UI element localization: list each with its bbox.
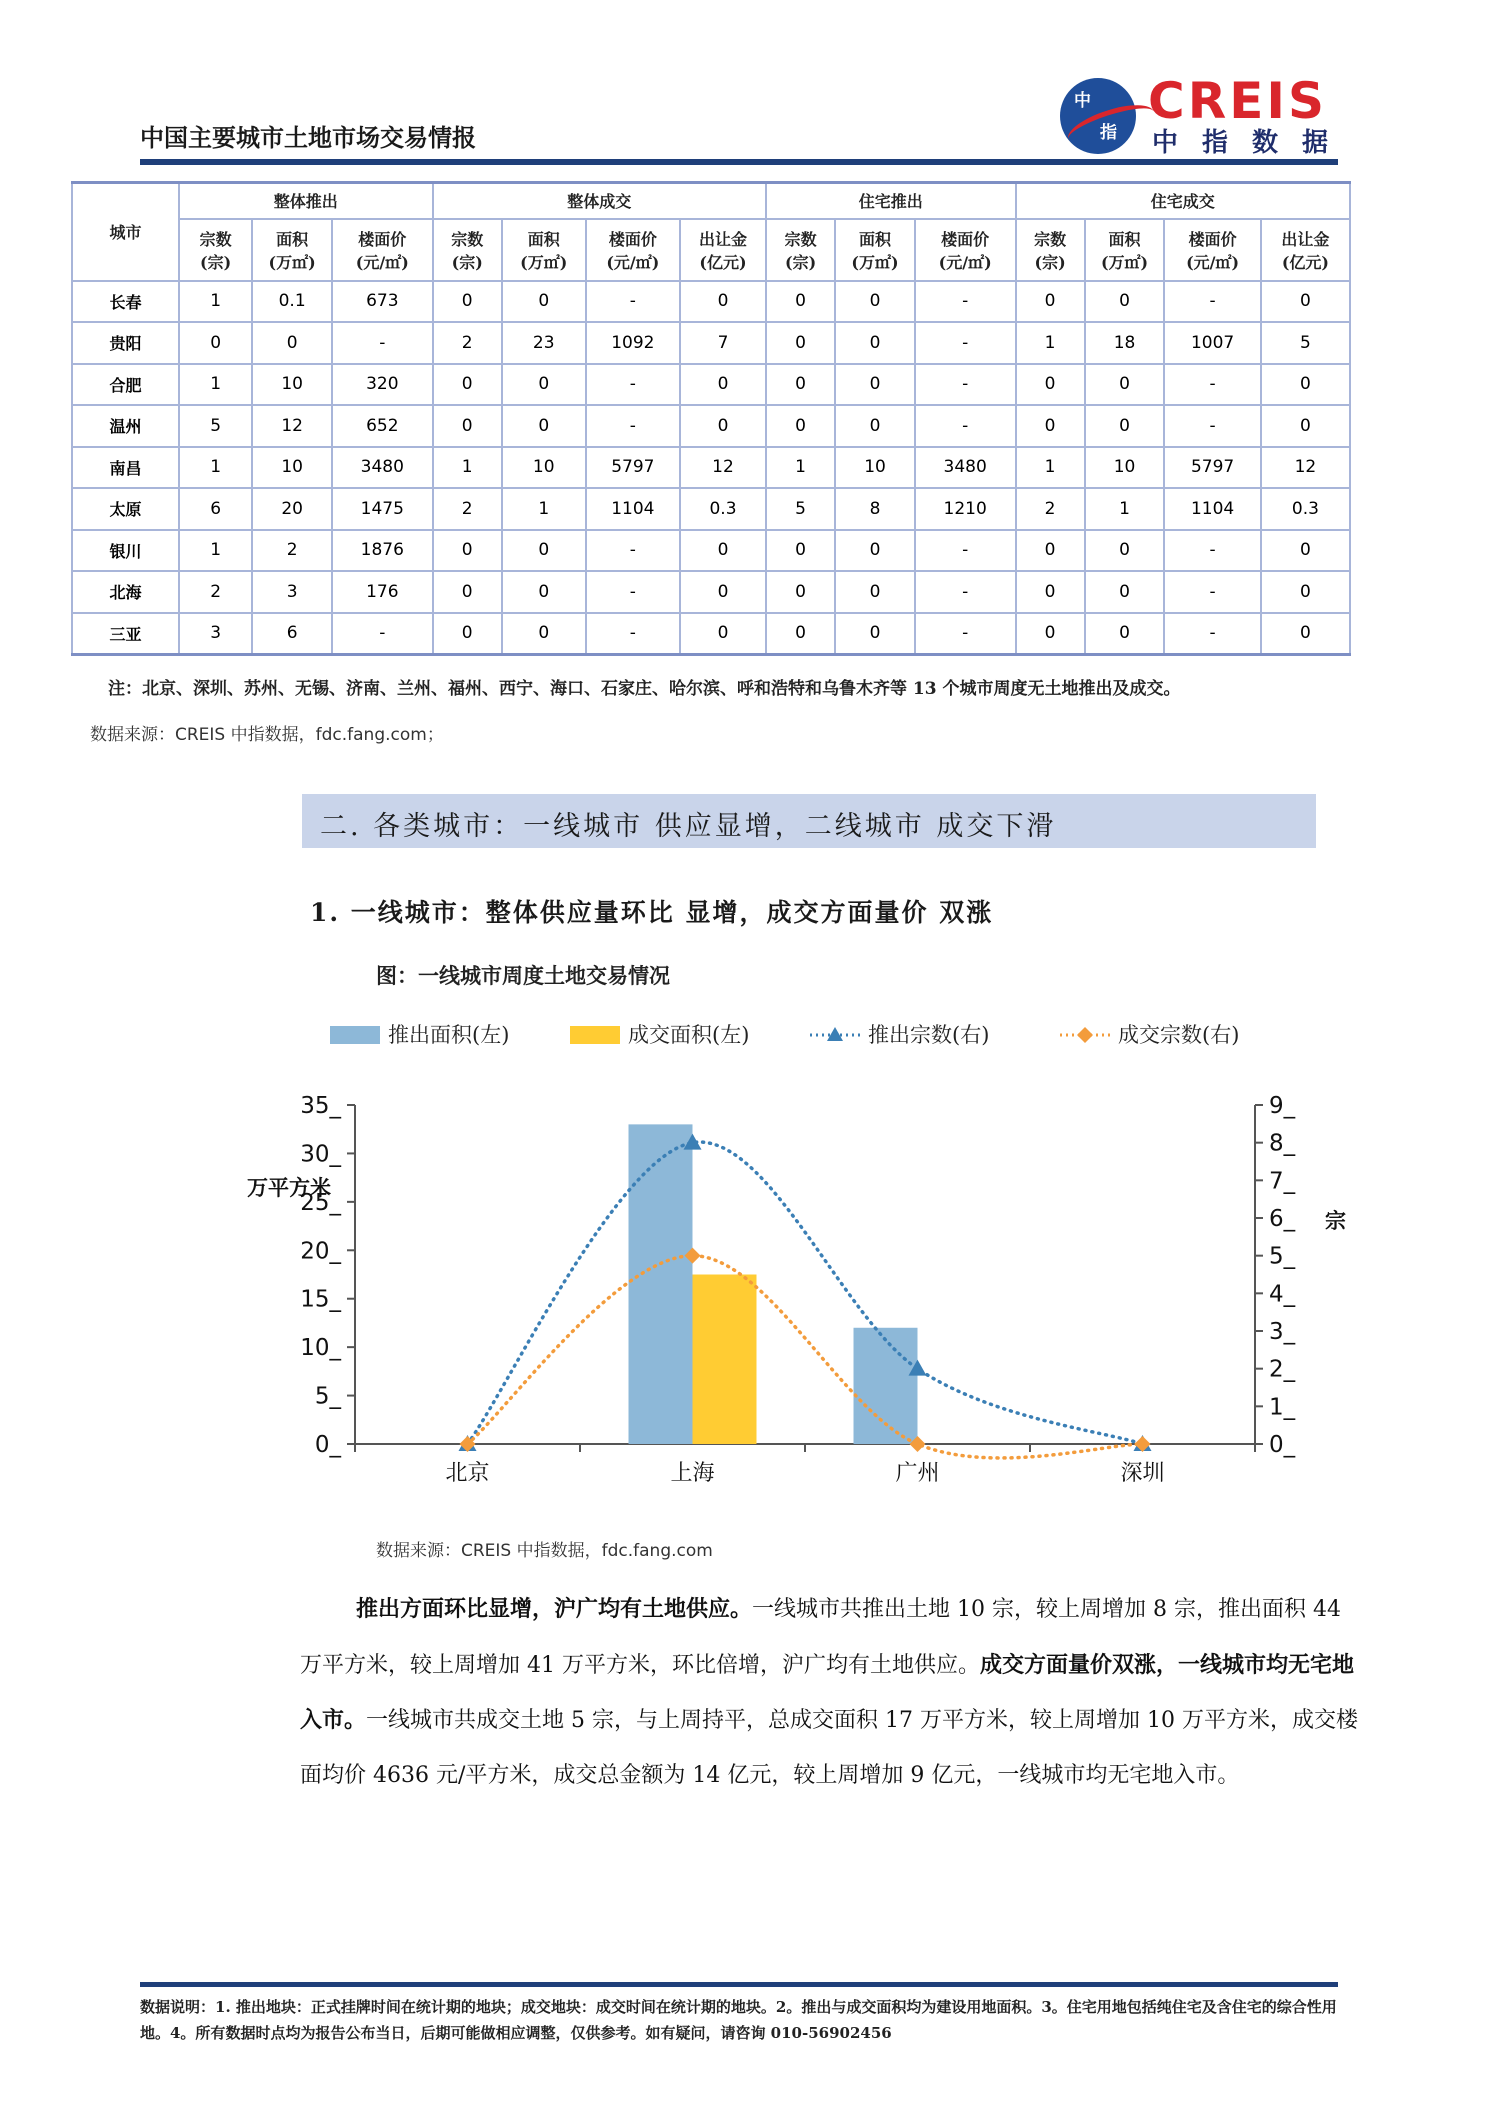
city-cell: 南昌 [72, 447, 179, 489]
table-cell: 12 [680, 447, 766, 489]
y2-tick-label: 4_ [1269, 1281, 1296, 1308]
table-cell: 1092 [586, 322, 680, 364]
subheader-label: 宗数 [784, 229, 817, 249]
table-cell: 1104 [586, 488, 680, 530]
table-cell: 8 [835, 488, 915, 530]
subheader-label: 面积 [1108, 229, 1141, 249]
table-cell: - [915, 530, 1016, 572]
header-rule [140, 159, 1338, 165]
table-cell: 0 [835, 364, 915, 406]
y-tick-label: 10_ [300, 1335, 341, 1362]
analysis-paragraph [300, 1582, 1360, 1803]
table-row [72, 613, 1350, 655]
logo-cn-text: 中指数据 [1152, 128, 1353, 158]
section-heading: 二. 各类城市：一线城市 供应显增，二线城市 成交下滑 [320, 811, 1057, 842]
column-subheader [433, 219, 502, 281]
table-cell: 0 [766, 322, 835, 364]
y2-tick-label: 7_ [1269, 1168, 1296, 1195]
column-subheader [502, 219, 586, 281]
table-cell: 0 [433, 364, 502, 406]
y2-axis-label: 宗 [1325, 1208, 1346, 1233]
table-cell: 0 [179, 322, 252, 364]
table-cell: 1 [179, 530, 252, 572]
table-note: 注：北京、深圳、苏州、无锡、济南、兰州、福州、西宁、海口、石家庄、哈尔滨、呼和浩特和乌鲁木齐等 13 个城市周度无土地推出及成交。 [108, 679, 1181, 699]
city-cell: 贵阳 [72, 322, 179, 364]
column-subheader [1261, 219, 1350, 281]
city-cell: 银川 [72, 530, 179, 572]
table-cell: 0 [680, 405, 766, 447]
table-cell: 0 [835, 613, 915, 655]
table-cell: 5 [1261, 322, 1350, 364]
subheader-label: 楼面价 [358, 229, 407, 249]
column-subheader [680, 219, 766, 281]
y-tick-label: 30_ [300, 1141, 341, 1168]
table-cell: - [586, 571, 680, 613]
table-cell: 1 [1085, 488, 1165, 530]
y2-tick-label: 2_ [1269, 1356, 1296, 1383]
city-cell: 太原 [72, 488, 179, 530]
table-cell: 0.3 [1261, 488, 1350, 530]
footer-note: 数据说明：1. 推出地块：正式挂牌时间在统计期的地块；成交地块：成交时间在统计期的地块。2。推出与成交面积均为建设用地面积。3。住宅用地包括纯住宅及含住宅的综合性用地。4。所有数据时点均为报告公布当日，后期可能做相应调整，仅供参考。如有疑问，请咨询 010-56902456 [140, 1998, 1337, 2042]
y2-tick-label: 0_ [1269, 1432, 1296, 1458]
paragraph-text-2: 一线城市共成交土地 5 宗，与上周持平，总成交面积 17 万平方米，较上周增加 10 万平方米，成交楼面均价 4636 元/平方米，成交总金额为 14 亿元，较上周增加 9 亿元，一线城市均无宅地入市。 [300, 1708, 1358, 1788]
table-cell: 652 [332, 405, 433, 447]
column-subheader [1085, 219, 1165, 281]
column-subheader [179, 219, 252, 281]
table-cell: - [332, 322, 433, 364]
table-cell: 0 [252, 322, 332, 364]
subheader-unit: (元/㎡) [355, 252, 409, 272]
table-cell: 0 [1261, 364, 1350, 406]
table-cell: 2 [433, 488, 502, 530]
table-body [72, 281, 1350, 655]
city-cell: 合肥 [72, 364, 179, 406]
table-cell: 3 [179, 613, 252, 655]
table-cell: 0 [680, 281, 766, 323]
table-cell: - [586, 281, 680, 323]
table-cell: 2 [433, 322, 502, 364]
column-subheader [915, 219, 1016, 281]
subheader-label: 宗数 [451, 229, 484, 249]
table-cell: 0 [766, 571, 835, 613]
table-cell: 0 [835, 530, 915, 572]
table-cell: 5797 [1164, 447, 1260, 489]
table-cell: 1 [179, 447, 252, 489]
column-subheader [1164, 219, 1260, 281]
table-cell: 0 [433, 571, 502, 613]
table-cell: - [586, 405, 680, 447]
column-subheader [332, 219, 433, 281]
table-cell: 1 [179, 364, 252, 406]
subheader-unit: (万㎡) [1100, 252, 1149, 272]
table-cell: 0 [433, 281, 502, 323]
table-cell: - [1164, 405, 1260, 447]
group-header: 整体成交 [433, 183, 766, 219]
table-cell: 0 [502, 613, 586, 655]
series-line [468, 1256, 1143, 1458]
table-cell: - [586, 364, 680, 406]
table-cell: 0 [680, 364, 766, 406]
subheader-unit: (元/㎡) [1186, 252, 1240, 272]
subheader-row [72, 219, 1350, 281]
subheader-label: 出让金 [698, 229, 747, 249]
x-tick-label: 广州 [895, 1461, 940, 1486]
group-header: 整体推出 [179, 183, 433, 219]
x-tick-label: 深圳 [1120, 1461, 1165, 1486]
table-cell: - [1164, 571, 1260, 613]
table-cell: 10 [835, 447, 915, 489]
table-cell: 3480 [915, 447, 1016, 489]
column-subheader [252, 219, 332, 281]
table-cell: 0.1 [252, 281, 332, 323]
subheader-label: 出让金 [1281, 229, 1330, 249]
subheader-label: 楼面价 [941, 229, 990, 249]
table-cell: 1007 [1164, 322, 1260, 364]
table-cell: 0 [1016, 613, 1085, 655]
table-cell: 0 [835, 281, 915, 323]
table-cell: - [1164, 530, 1260, 572]
table-cell: - [586, 613, 680, 655]
table-row [72, 571, 1350, 613]
y-tick-label: 0_ [314, 1432, 341, 1458]
city-cell: 北海 [72, 571, 179, 613]
y-axis-label: 万平方米 [247, 1175, 331, 1200]
table-row [72, 530, 1350, 572]
table-cell: 0 [433, 613, 502, 655]
table-cell: - [1164, 613, 1260, 655]
table-cell: 0 [680, 571, 766, 613]
table-cell: 10 [1085, 447, 1165, 489]
table-cell: 1 [1016, 447, 1085, 489]
city-cell: 温州 [72, 405, 179, 447]
x-tick-label: 上海 [670, 1461, 715, 1486]
table-cell: 5797 [586, 447, 680, 489]
table-cell: 0 [502, 530, 586, 572]
table-row [72, 447, 1350, 489]
subheader-label: 楼面价 [1188, 229, 1237, 249]
logo-circle-char-2: 指 [1100, 123, 1117, 143]
table-cell: 1475 [332, 488, 433, 530]
bold-lead-1: 推出方面环比显增，沪广均有土地供应。 [356, 1596, 753, 1622]
table-cell: 0 [433, 530, 502, 572]
bar [854, 1328, 918, 1444]
table-cell: 0 [502, 364, 586, 406]
table-cell: 0 [680, 530, 766, 572]
table-cell: 0 [1261, 571, 1350, 613]
y-tick-label: 25_ [300, 1189, 341, 1216]
table-cell: - [332, 613, 433, 655]
table-cell: 10 [252, 364, 332, 406]
table-cell: 1104 [1164, 488, 1260, 530]
section-heading-bar [302, 794, 1316, 848]
subheader-label: 面积 [527, 229, 560, 249]
logo-circle-char-1: 中 [1074, 91, 1091, 111]
y-tick-label: 5_ [314, 1383, 341, 1410]
page-header-title: 中国主要城市土地市场交易情报 [140, 124, 476, 152]
city-cell: 长春 [72, 281, 179, 323]
table-cell: 176 [332, 571, 433, 613]
legend-label: 推出面积(左) [388, 1023, 510, 1047]
table-row [72, 322, 1350, 364]
table-cell: 0 [1016, 364, 1085, 406]
bold-lead-2: 成交方面量价双涨，一线城市均无宅地入市。 [300, 1651, 1354, 1733]
table-cell: 0 [1261, 530, 1350, 572]
table-row [72, 281, 1350, 323]
table-cell: 0 [502, 405, 586, 447]
table-cell: - [915, 613, 1016, 655]
logo-text: CREIS [1148, 72, 1327, 130]
group-header: 住宅成交 [1016, 183, 1351, 219]
table-cell: - [586, 530, 680, 572]
subheader-unit: (宗) [451, 252, 483, 272]
column-subheader [586, 219, 680, 281]
table-cell: 5 [766, 488, 835, 530]
table-cell: 3480 [332, 447, 433, 489]
table-cell: 0 [1085, 571, 1165, 613]
city-column-header: 城市 [72, 183, 179, 281]
table-cell: - [915, 322, 1016, 364]
table-cell: 2 [179, 571, 252, 613]
table-row [72, 405, 1350, 447]
table-row [72, 364, 1350, 406]
table-cell: 0.3 [680, 488, 766, 530]
y-tick-label: 15_ [300, 1286, 341, 1313]
table-cell: 0 [766, 281, 835, 323]
column-subheader [835, 219, 915, 281]
sub-heading: 1. 一线城市：整体供应量环比 显增，成交方面量价 双涨 [310, 898, 994, 927]
y-tick-label: 20_ [300, 1238, 341, 1265]
y2-tick-label: 3_ [1269, 1319, 1296, 1345]
table-cell: 0 [1261, 613, 1350, 655]
subheader-unit: (亿元) [699, 252, 747, 272]
table-cell: 20 [252, 488, 332, 530]
table-cell: - [915, 405, 1016, 447]
subheader-label: 宗数 [199, 229, 232, 249]
paragraph-text-1: 一线城市共推出土地 10 宗，较上周增加 8 宗，推出面积 44 万平方米，较上周增加 41 万平方米，环比倍增，沪广均有土地供应。 [300, 1597, 1341, 1678]
table-cell: 1 [433, 447, 502, 489]
subheader-label: 楼面价 [608, 229, 657, 249]
table-cell: - [1164, 281, 1260, 323]
table-cell: 0 [502, 571, 586, 613]
table-cell: 0 [766, 405, 835, 447]
table-cell: 0 [1016, 405, 1085, 447]
table-cell: - [915, 281, 1016, 323]
table-cell: - [915, 364, 1016, 406]
table-cell: 0 [502, 281, 586, 323]
subheader-unit: (万㎡) [851, 252, 899, 272]
figure-title: 图：一线城市周度土地交易情况 [376, 963, 670, 988]
table-cell: 6 [179, 488, 252, 530]
table-cell: 7 [680, 322, 766, 364]
table-cell: 0 [680, 613, 766, 655]
chart-source: 数据来源：CREIS 中指数据，fdc.fang.com [376, 1541, 713, 1561]
table-cell: 10 [502, 447, 586, 489]
table-cell: 0 [766, 364, 835, 406]
table-cell: 0 [835, 571, 915, 613]
legend-swatch [570, 1026, 620, 1044]
creis-logo [1060, 70, 1360, 160]
subheader-unit: (万㎡) [268, 252, 316, 272]
table-cell: 1 [502, 488, 586, 530]
table-cell: 0 [1085, 530, 1165, 572]
y2-tick-label: 9_ [1269, 1093, 1296, 1119]
table-cell: 12 [1261, 447, 1350, 489]
table-cell: 0 [1261, 281, 1350, 323]
legend-label: 成交面积(左) [628, 1023, 750, 1047]
legend-swatch [330, 1026, 380, 1044]
series-line [468, 1142, 1143, 1444]
legend-marker [1077, 1027, 1093, 1043]
subheader-unit: (万㎡) [520, 252, 568, 272]
y2-tick-label: 1_ [1269, 1394, 1296, 1421]
table-source: 数据来源：CREIS 中指数据，fdc.fang.com； [90, 725, 444, 745]
table-cell: 1210 [915, 488, 1016, 530]
table-cell: 0 [1085, 613, 1165, 655]
y2-tick-label: 6_ [1269, 1206, 1296, 1232]
table-cell: 2 [1016, 488, 1085, 530]
table-cell: 1 [766, 447, 835, 489]
table-row [72, 488, 1350, 530]
table-cell: 5 [179, 405, 252, 447]
table-cell: 0 [766, 613, 835, 655]
table-cell: 0 [1016, 281, 1085, 323]
table-cell: - [1164, 364, 1260, 406]
subheader-unit: (宗) [200, 252, 232, 272]
land-transaction-table [71, 181, 1351, 656]
table-cell: 10 [252, 447, 332, 489]
y-tick-label: 35_ [300, 1093, 341, 1119]
table-cell: 0 [766, 530, 835, 572]
subheader-unit: (元/㎡) [938, 252, 992, 272]
table-cell: 0 [1016, 530, 1085, 572]
analysis-text [300, 1582, 1360, 1803]
y2-tick-label: 8_ [1269, 1130, 1296, 1157]
table-cell: 0 [433, 405, 502, 447]
table-cell: 320 [332, 364, 433, 406]
subheader-unit: (元/㎡) [606, 252, 660, 272]
legend-label: 成交宗数(右) [1118, 1023, 1240, 1047]
table-cell: 0 [1085, 281, 1165, 323]
subheader-label: 面积 [859, 229, 892, 249]
table-cell: 1 [179, 281, 252, 323]
table-cell: 1 [1016, 322, 1085, 364]
bar [629, 1124, 693, 1444]
table-cell: 6 [252, 613, 332, 655]
column-subheader [766, 219, 835, 281]
table-cell: 0 [1016, 571, 1085, 613]
table-cell: 1876 [332, 530, 433, 572]
subheader-label: 面积 [276, 229, 309, 249]
subheader-unit: (宗) [1034, 252, 1066, 272]
table-cell: 18 [1085, 322, 1165, 364]
table-cell: 673 [332, 281, 433, 323]
subheader-unit: (宗) [785, 252, 817, 272]
table-cell: 3 [252, 571, 332, 613]
city-cell: 三亚 [72, 613, 179, 655]
table-cell: 0 [1085, 405, 1165, 447]
table-cell: 0 [835, 322, 915, 364]
table-cell: 0 [1261, 405, 1350, 447]
table-cell: 12 [252, 405, 332, 447]
footer-rule [140, 1982, 1338, 1987]
subheader-unit: (亿元) [1281, 252, 1329, 272]
table-cell: 0 [835, 405, 915, 447]
table-cell: 2 [252, 530, 332, 572]
tier1-land-chart [240, 1005, 1346, 1505]
group-header: 住宅推出 [766, 183, 1016, 219]
subheader-label: 宗数 [1034, 229, 1067, 249]
table-cell: 23 [502, 322, 586, 364]
y2-tick-label: 5_ [1269, 1243, 1296, 1270]
x-tick-label: 北京 [445, 1461, 490, 1486]
table-cell: - [915, 571, 1016, 613]
column-subheader [1016, 219, 1085, 281]
table-cell: 0 [1085, 364, 1165, 406]
bar [693, 1275, 757, 1445]
legend-label: 推出宗数(右) [868, 1023, 990, 1047]
